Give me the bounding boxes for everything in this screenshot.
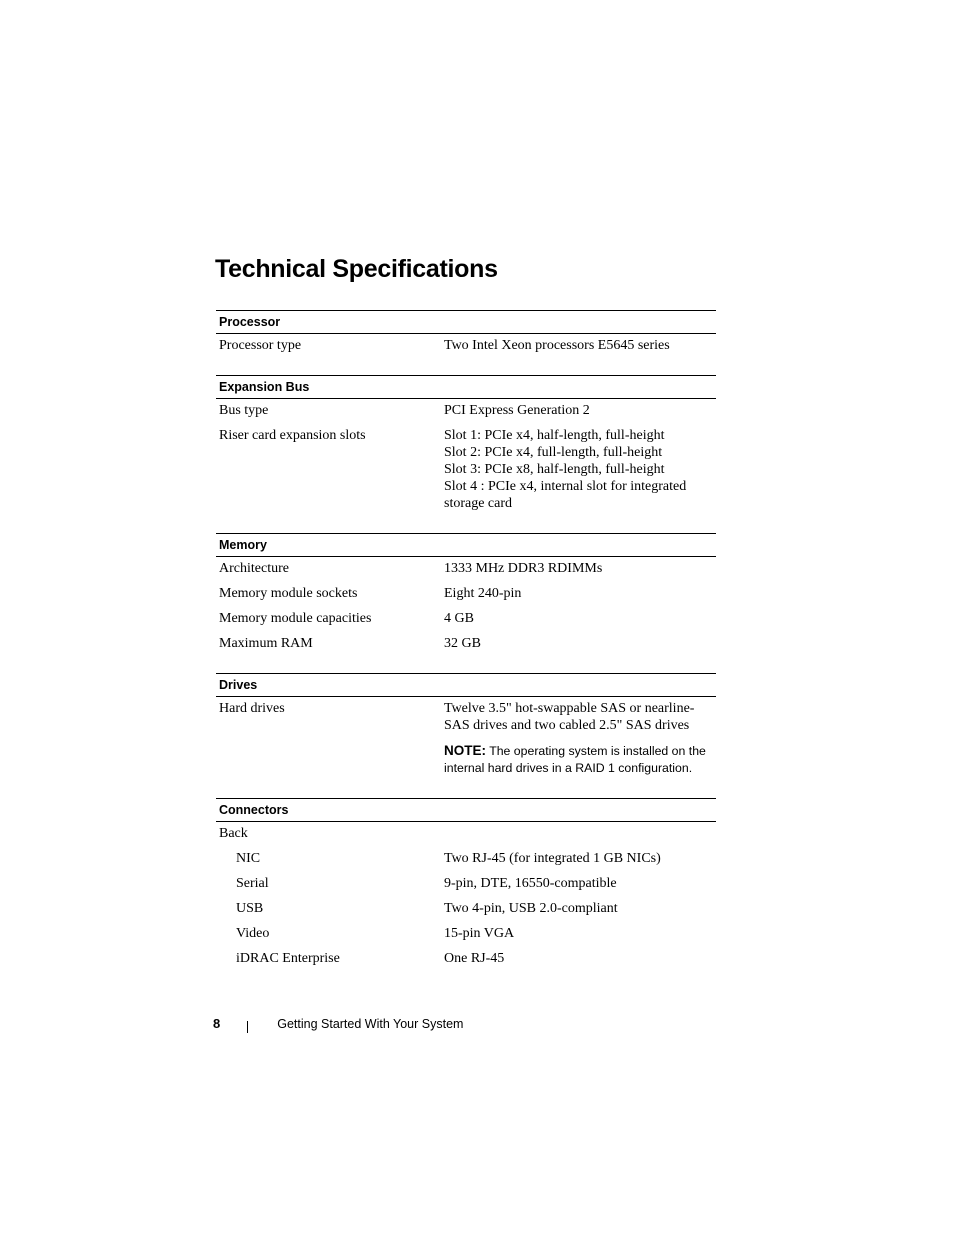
section-heading: Drives [216,673,716,697]
spec-value: Eight 240-pin [444,586,522,601]
spec-row [216,337,716,362]
section-memory [216,533,716,660]
value-line: storage card [444,496,513,511]
section-processor [216,310,716,362]
section-connectors [216,798,716,975]
section-heading: Memory [216,533,716,557]
footer-text: Getting Started With Your System [277,1016,464,1031]
spec-label: Serial [236,876,269,891]
spec-label: USB [236,901,264,916]
spec-row [216,427,716,520]
spec-value: One RJ-45 [444,951,505,966]
spec-row [216,560,716,585]
section-heading: Connectors [216,798,716,822]
spec-value: 4 GB [444,611,474,626]
spec-value [444,700,716,777]
spec-table [216,310,716,988]
spec-value: Two RJ-45 (for integrated 1 GB NICs) [444,851,661,866]
spec-value: PCI Express Generation 2 [444,403,590,418]
spec-row [216,950,716,975]
value-line: Slot 1: PCIe x4, half-length, full-height [444,428,665,443]
spec-label: Video [236,926,270,941]
page-number: 8 [213,1016,221,1031]
spec-value: Two 4-pin, USB 2.0-compliant [444,901,618,916]
spec-row [216,585,716,610]
spec-value: Two Intel Xeon processors E5645 series [444,338,670,353]
spec-label: Architecture [219,561,289,576]
section-drives [216,673,716,785]
spec-label: iDRAC Enterprise [236,951,340,966]
section-expansion-bus [216,375,716,520]
spec-value: 32 GB [444,636,481,651]
spec-label: Riser card expansion slots [219,428,366,443]
section-heading: Expansion Bus [216,375,716,399]
spec-label: NIC [236,851,261,866]
value-line: Slot 2: PCIe x4, full-length, full-height [444,445,663,460]
spec-label: Processor type [219,338,302,353]
note-label: NOTE: [444,743,486,758]
spec-label: Memory module sockets [219,586,358,601]
section-heading: Processor [216,310,716,334]
spec-value: 9-pin, DTE, 16550-compatible [444,876,617,891]
spec-row [216,925,716,950]
value-line: Slot 4 : PCIe x4, internal slot for integrated [444,479,687,494]
spec-value [444,427,716,512]
spec-row [216,850,716,875]
spec-row [216,700,716,785]
note-text: internal hard drives in a RAID 1 configuration. [444,761,693,775]
page-title: Technical Specifications [215,255,498,283]
spec-row [216,402,716,427]
spec-row [216,900,716,925]
spec-label: Maximum RAM [219,636,313,651]
value-line: Slot 3: PCIe x8, half-length, full-height [444,462,665,477]
page-footer [213,1016,463,1031]
subsection-heading: Back [219,826,248,841]
spec-value: 1333 MHz DDR3 RDIMMs [444,561,603,576]
note [444,742,716,777]
spec-row [216,635,716,660]
spec-row [216,610,716,635]
spec-label: Memory module capacities [219,611,372,626]
value-line: SAS drives and two cabled 2.5" SAS drives [444,718,690,733]
spec-label: Hard drives [219,701,285,716]
spec-row [216,875,716,900]
spec-value: 15-pin VGA [444,926,515,941]
value-line: Twelve 3.5" hot-swappable SAS or nearline- [444,701,695,716]
spec-label: Bus type [219,403,269,418]
footer-divider [247,1021,248,1033]
note-text: The operating system is installed on the [486,744,706,758]
